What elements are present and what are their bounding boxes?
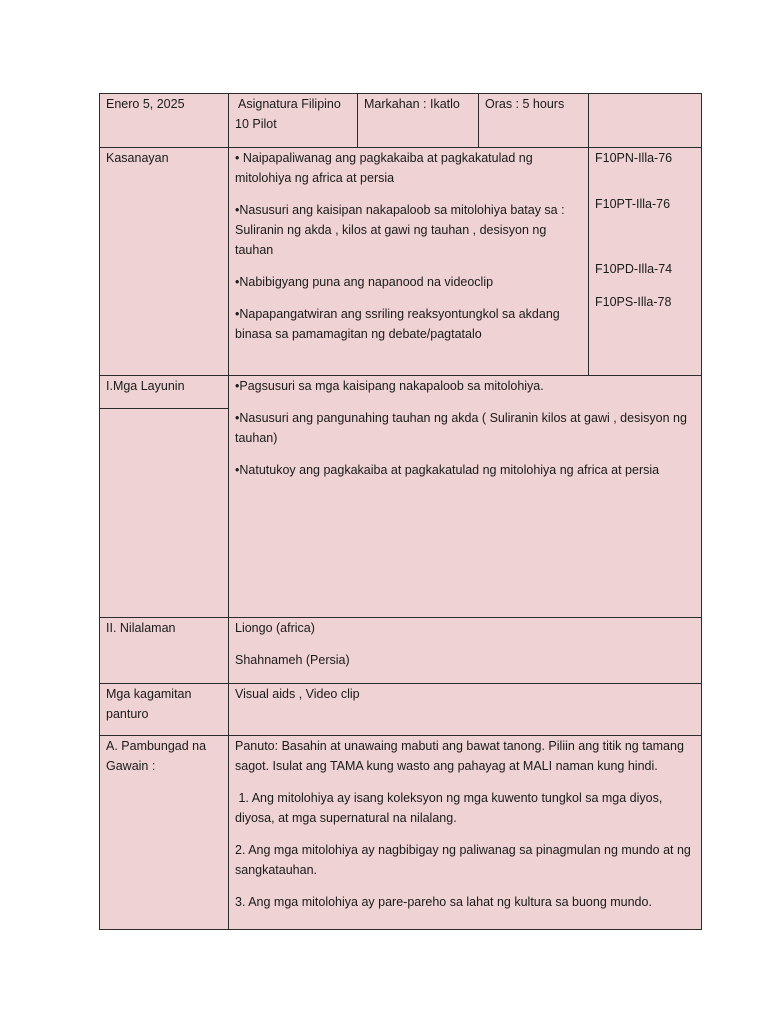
pambungad-content-cell: [229, 736, 702, 930]
layunin-label: I.Mga Layunin: [106, 379, 185, 393]
quarter-cell: [358, 94, 479, 148]
kasanayan-label-cell: [100, 148, 229, 376]
kasanayan-row: [100, 148, 702, 376]
layunin-label-box: [100, 376, 228, 409]
layunin-item: •Natutukoy ang pagkakaiba at pagkakatulad ng mitolohiya ng africa at persia: [235, 463, 660, 477]
time-cell: [479, 94, 589, 148]
header-row: [100, 94, 702, 148]
pambungad-item: 2. Ang mga mitolohiya ay nagbibigay ng paliwanag sa pinagmulan ng mundo at ng sangkatauhan.: [235, 843, 691, 877]
kasanayan-item: •Nabibigyang puna ang napanood na videoclip: [235, 275, 494, 289]
nilalaman-item: Shahnameh (Persia): [235, 653, 350, 667]
lesson-plan-table: [99, 93, 702, 930]
layunin-content-cell: [229, 376, 702, 618]
kagamitan-value: Visual aids , Video clip: [235, 687, 360, 701]
layunin-item: •Pagsusuri sa mga kaisipang nakapaloob sa mitolohiya.: [235, 379, 544, 393]
date-text: Enero 5, 2025: [106, 97, 185, 111]
nilalaman-label-cell: [100, 618, 229, 684]
nilalaman-content-cell: [229, 618, 702, 684]
nilalaman-label: II. Nilalaman: [106, 621, 176, 635]
date-cell: [100, 94, 229, 148]
nilalaman-item: Liongo (africa): [235, 621, 315, 635]
nilalaman-row: [100, 618, 702, 684]
pambungad-label-cell: [100, 736, 229, 930]
competency-code: F10PT-Illa-76: [595, 197, 671, 211]
kasanayan-item: • Naipapaliwanag ang pagkakaiba at pagkakatulad ng mitolohiya ng africa at persia: [235, 151, 533, 185]
time-text: Oras : 5 hours: [485, 97, 565, 111]
kagamitan-content-cell: [229, 684, 702, 736]
blank-cell: [589, 94, 702, 148]
layunin-row: [100, 376, 702, 618]
competency-code: F10PN-Illa-76: [595, 151, 673, 165]
pambungad-item: 1. Ang mitolohiya ay isang koleksyon ng mga kuwento tungkol sa mga diyos, diyosa, at mga supernatural na nilalang.: [235, 791, 666, 825]
pambungad-label: A. Pambungad na Gawain :: [106, 739, 207, 773]
layunin-label-cell: [100, 376, 229, 618]
kasanayan-item: •Nasusuri ang kaisipan nakapaloob sa mitolohiya batay sa : Suliranin ng akda , kilos at gawi ng tauhan , desisyon ng tauhan: [235, 203, 565, 257]
competency-code: F10PD-Illa-74: [595, 262, 673, 276]
kagamitan-row: [100, 684, 702, 736]
pambungad-item: 3. Ang mga mitolohiya ay pare-pareho sa lahat ng kultura sa buong mundo.: [235, 895, 652, 909]
quarter-text: Markahan : Ikatlo: [364, 97, 460, 111]
kasanayan-label: Kasanayan: [106, 151, 169, 165]
pambungad-instructions: Panuto: Basahin at unawaing mabuti ang bawat tanong. Piliin ang titik ng tamang sagot. Isulat ang TAMA kung wasto ang pahayag at MALI naman kung hindi.: [235, 739, 684, 773]
layunin-item: •Nasusuri ang pangunahing tauhan ng akda ( Suliranin kilos at gawi , desisyon ng tauhan): [235, 411, 687, 445]
subject-cell: [229, 94, 358, 148]
kagamitan-label-cell: [100, 684, 229, 736]
kasanayan-codes-cell: [589, 148, 702, 376]
kasanayan-content-cell: [229, 148, 589, 376]
competency-code: F10PS-Illa-78: [595, 295, 672, 309]
kagamitan-label: Mga kagamitan panturo: [106, 687, 192, 721]
subject-line1: Asignatura Filipino: [238, 97, 341, 111]
subject-line2: 10 Pilot: [235, 117, 277, 131]
kasanayan-item: •Napapangatwiran ang ssriling reaksyontungkol sa akdang binasa sa pamamagitan ng debate/pagtatalo: [235, 307, 560, 341]
pambungad-row: [100, 736, 702, 930]
